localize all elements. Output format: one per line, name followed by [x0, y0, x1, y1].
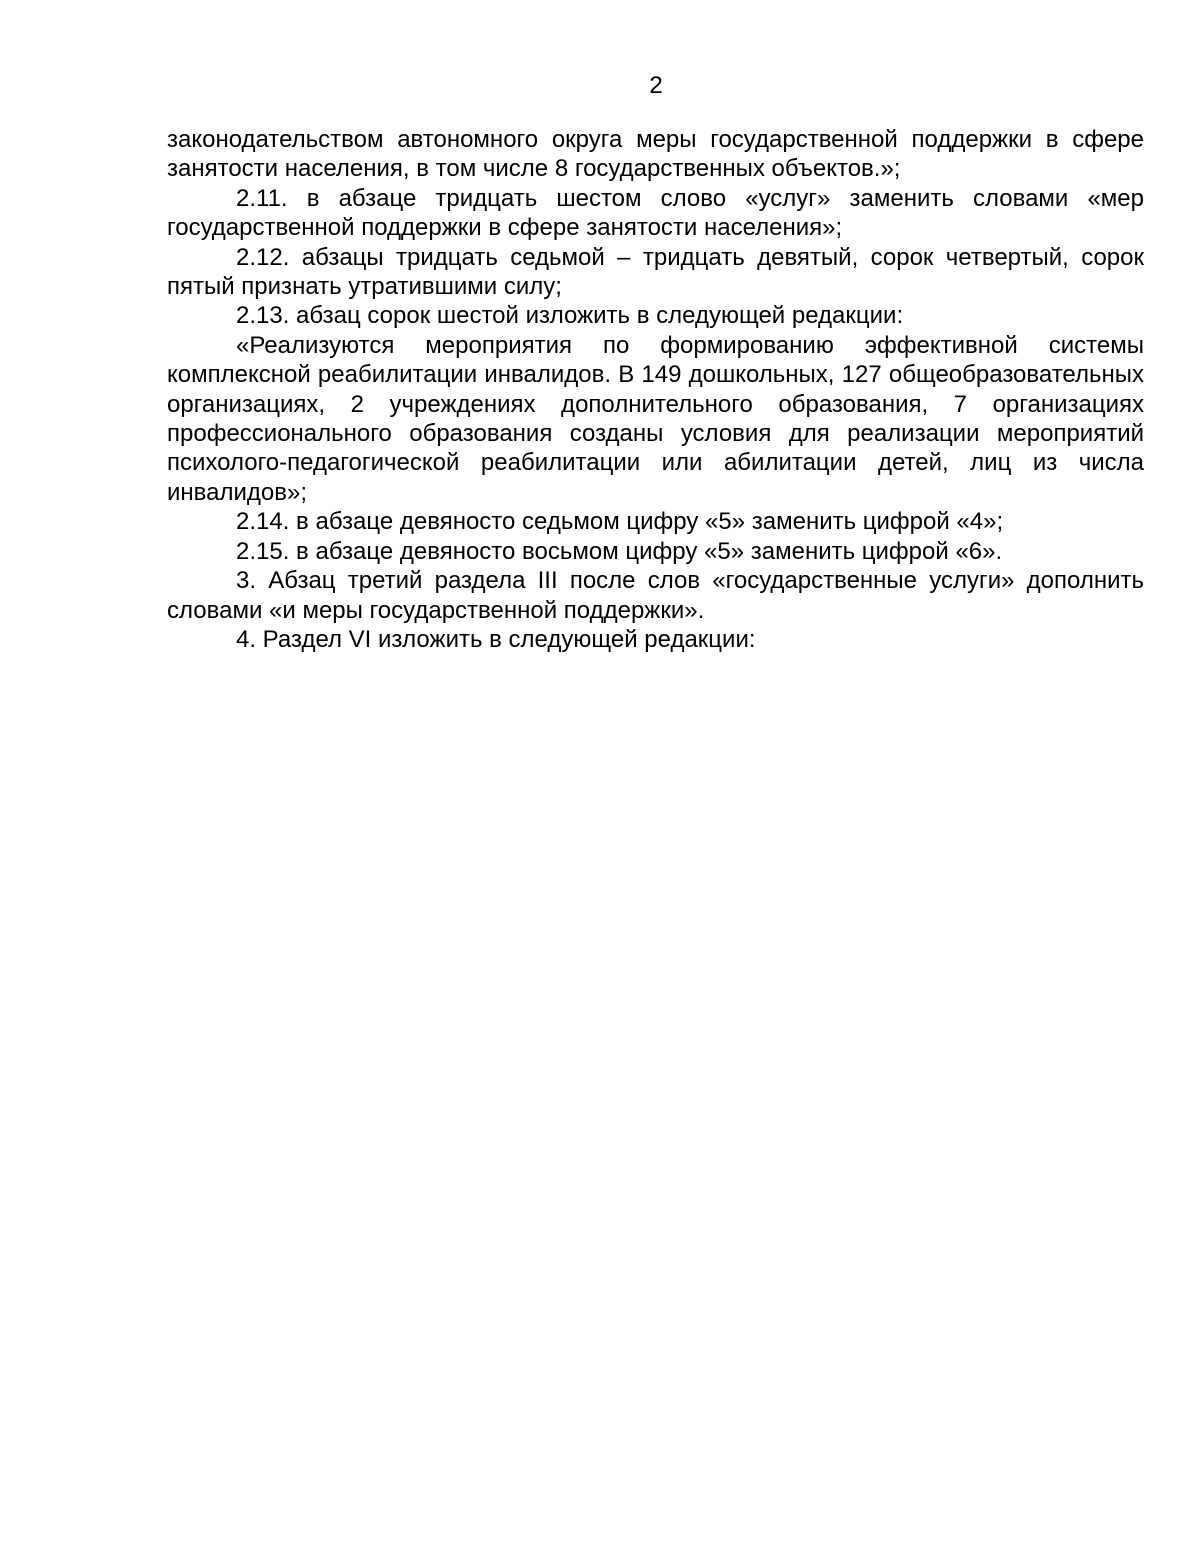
paragraph-continuation: законодательством автономного округа меры государственной поддержки в сфере занятости населения, в том числе 8 государственных объектов.»; [167, 126, 1144, 183]
paragraph-2-12: 2.12. абзацы тридцать седьмой – тридцать девятый, сорок четвертый, сорок пятый признать утратившими силу; [167, 243, 1144, 301]
paragraph-2-13: 2.13. абзац сорок шестой изложить в следующей редакции: [236, 302, 904, 330]
paragraph-2-14: 2.14. в абзаце девяносто седьмом цифру «5» заменить цифрой «4»; [236, 508, 1004, 536]
paragraph-4: 4. Раздел VI изложить в следующей редакции: [236, 625, 756, 653]
paragraph-3: 3. Абзац третий раздела III после слов «государственные услуги» дополнить словами «и меры государственной поддержки». [167, 567, 1144, 624]
paragraph-quoted-text: «Реализуются мероприятия по формированию эффективной системы комплексной реабилитации инвалидов. В 149 дошкольных, 127 общеобразовательных организациях, 2 учреждениях дополнительного образования, 7 организациях профессионального образования созданы условия для реализации мероприятий психолого-педагогической реабилитации или абилитации детей, лиц из числа инвалидов»; [167, 331, 1144, 506]
page-number: 2 [649, 72, 663, 99]
document-body [167, 125, 1144, 654]
paragraph-2-15: 2.15. в абзаце девяносто восьмом цифру «5» заменить цифрой «6». [236, 537, 1003, 565]
paragraph-2-11: 2.11. в абзаце тридцать шестом слово «услуг» заменить словами «мер государственной поддержки в сфере занятости населения»; [167, 184, 1144, 242]
